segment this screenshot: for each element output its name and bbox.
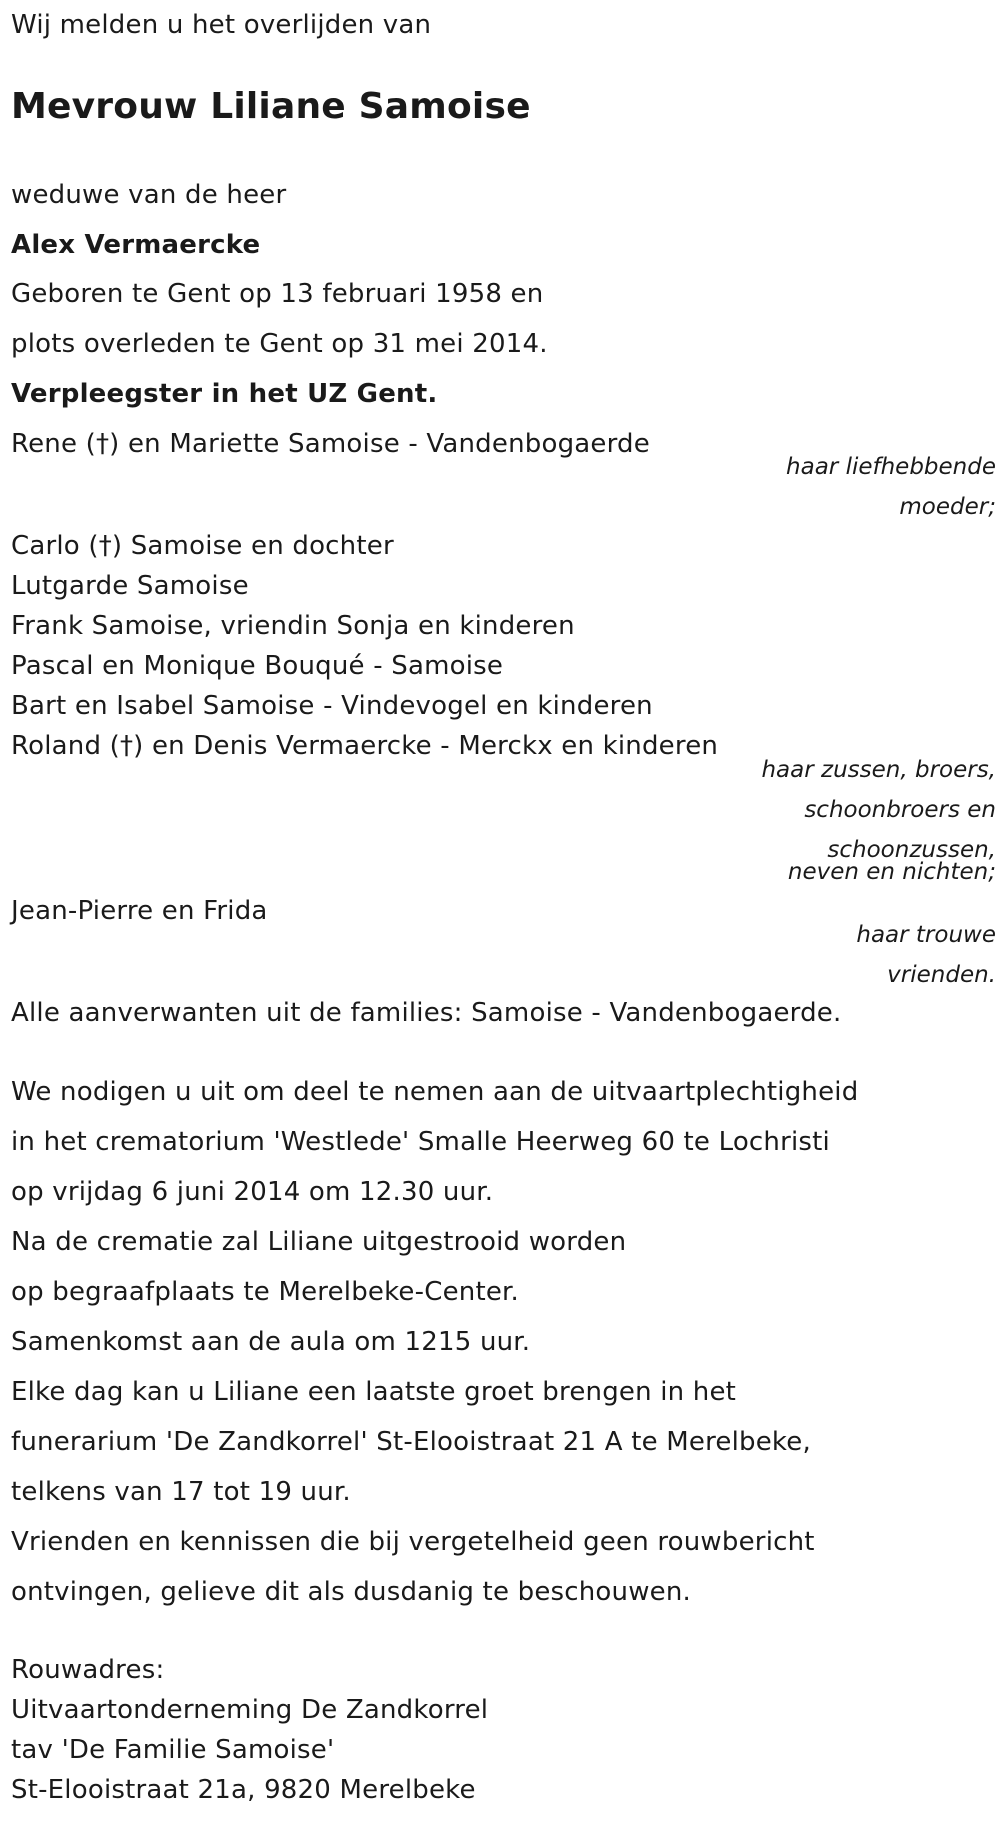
friends-role-1: haar trouwe <box>856 922 996 948</box>
widow-of-label: weduwe van de heer <box>11 180 287 210</box>
siblings-role-1: haar zussen, broers, <box>761 757 996 783</box>
sibling-line: Frank Samoise, vriendin Sonja en kinderen <box>11 611 575 641</box>
intro-text: Wij melden u het overlijden van <box>11 10 432 40</box>
ceremony-line: op vrijdag 6 juni 2014 om 12.30 uur. <box>11 1177 494 1207</box>
deceased-name: Mevrouw Liliane Samoise <box>11 86 531 127</box>
sibling-line: Carlo (†) Samoise en dochter <box>11 531 394 561</box>
siblings-role-2: schoonbroers en <box>804 797 996 823</box>
ceremony-line: funerarium 'De Zandkorrel' St-Elooistraat 21 A te Merelbeke, <box>11 1427 811 1457</box>
address-line: Uitvaartonderneming De Zandkorrel <box>11 1695 489 1725</box>
ceremony-line: in het crematorium 'Westlede' Smalle Heerweg 60 te Lochristi <box>11 1127 830 1157</box>
siblings-role-3: schoonzussen, <box>827 837 996 863</box>
ceremony-line: ontvingen, gelieve dit als dusdanig te beschouwen. <box>11 1577 692 1607</box>
address-line: tav 'De Familie Samoise' <box>11 1735 335 1765</box>
ceremony-line: We nodigen u uit om deel te nemen aan de uitvaartplechtigheid <box>11 1077 859 1107</box>
relatives-line: Alle aanverwanten uit de families: Samoise - Vandenbogaerde. <box>11 998 842 1028</box>
parents-line: Rene (†) en Mariette Samoise - Vandenbogaerde <box>11 429 650 459</box>
ceremony-line: Vrienden en kennissen die bij vergetelheid geen rouwbericht <box>11 1527 815 1557</box>
sibling-line: Bart en Isabel Samoise - Vindevogel en kinderen <box>11 691 653 721</box>
death-line: plots overleden te Gent op 31 mei 2014. <box>11 329 548 359</box>
birth-line: Geboren te Gent op 13 februari 1958 en <box>11 279 544 309</box>
ceremony-line: op begraafplaats te Merelbeke-Center. <box>11 1277 520 1307</box>
sibling-line: Lutgarde Samoise <box>11 571 249 601</box>
sibling-line: Roland (†) en Denis Vermaercke - Merckx en kinderen <box>11 731 719 761</box>
address-line: St-Elooistraat 21a, 9820 Merelbeke <box>11 1775 476 1805</box>
profession-line: Verpleegster in het UZ Gent. <box>11 379 438 409</box>
friends-role-2: vrienden. <box>887 962 996 988</box>
spouse-name: Alex Vermaercke <box>11 230 261 260</box>
siblings-role-4: neven en nichten; <box>787 859 996 885</box>
ceremony-line: Na de crematie zal Liliane uitgestrooid worden <box>11 1227 627 1257</box>
death-notice <box>11 0 996 1823</box>
ceremony-line: Samenkomst aan de aula om 1215 uur. <box>11 1327 531 1357</box>
parents-role-2: moeder; <box>899 494 996 520</box>
parents-role-1: haar liefhebbende <box>786 454 996 480</box>
friends-line: Jean-Pierre en Frida <box>11 896 268 926</box>
address-label: Rouwadres: <box>11 1655 165 1685</box>
sibling-line: Pascal en Monique Bouqué - Samoise <box>11 651 504 681</box>
ceremony-line: telkens van 17 tot 19 uur. <box>11 1477 351 1507</box>
ceremony-line: Elke dag kan u Liliane een laatste groet brengen in het <box>11 1377 737 1407</box>
